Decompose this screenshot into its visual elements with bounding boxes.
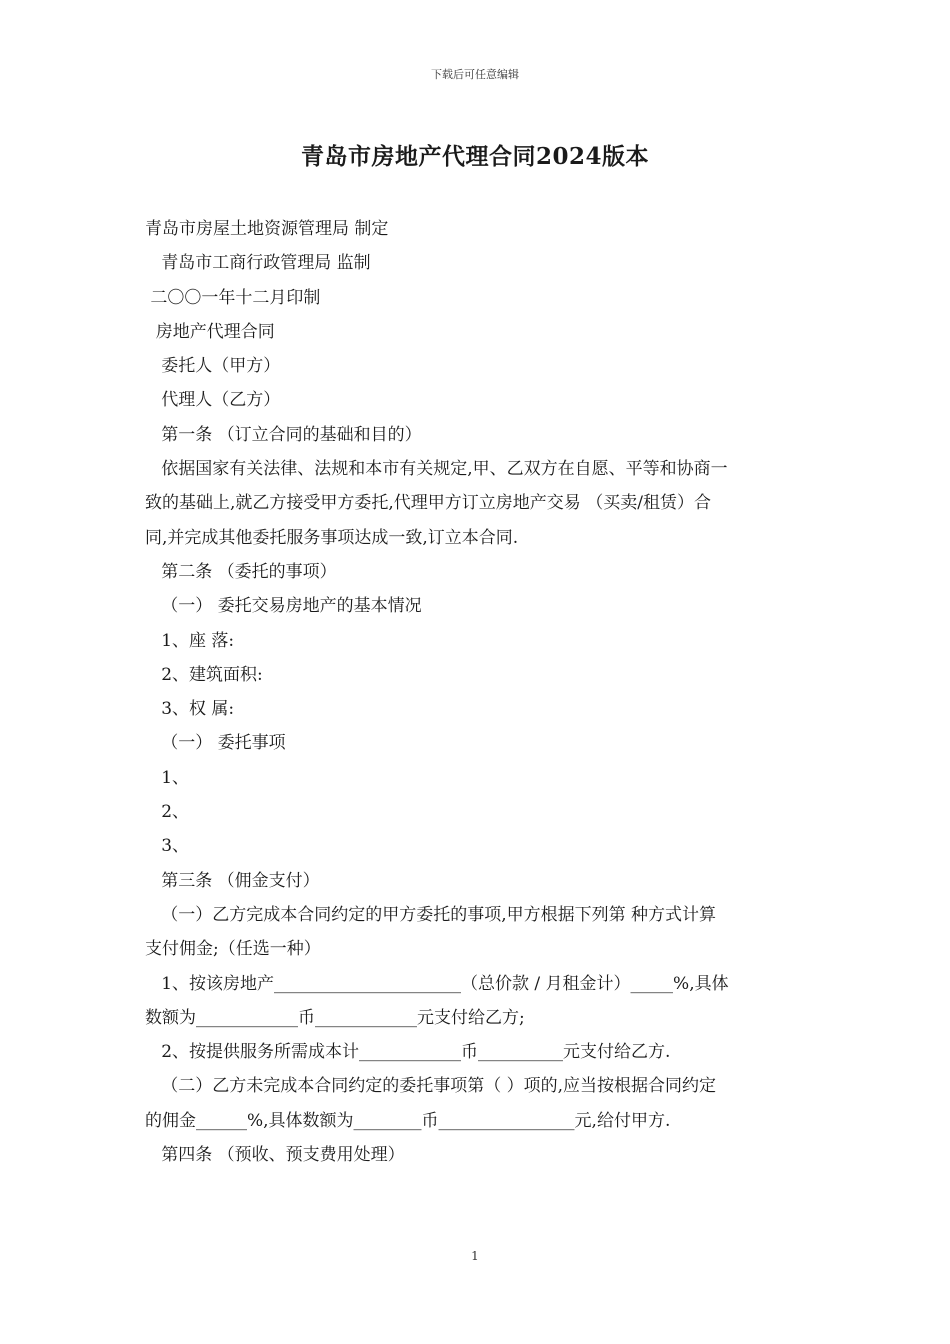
body-line: 第二条 （委托的事项）	[145, 561, 337, 582]
document-title: 青岛市房地产代理合同2024版本	[300, 143, 649, 170]
body-line: 同,并完成其他委托服务事项达成一致,订立本合同.	[145, 527, 519, 548]
page-number: 1	[471, 1249, 479, 1263]
body-line: 青岛市工商行政管理局 监制	[145, 253, 371, 274]
body-line: 二〇〇一年十二月印制	[145, 287, 321, 308]
body-line: 3、	[145, 836, 190, 857]
body-line: 致的基础上,就乙方接受甲方委托,代理甲方订立房地产交易 （买卖/租赁）合	[145, 493, 711, 514]
body-line: 3、权 属:	[145, 699, 235, 720]
body-line: 依据国家有关法律、法规和本市有关规定,甲、乙双方在自愿、平等和协商一	[145, 459, 728, 480]
body-line: 代理人（乙方）	[145, 390, 281, 411]
body-line: 1、座 落:	[145, 630, 235, 651]
body-line: 2、按提供服务所需成本计____________币__________元支付给乙方.	[145, 1042, 671, 1063]
body-line: 第一条 （订立合同的基础和目的）	[145, 424, 422, 445]
body-line: （一）乙方完成本合同约定的甲方委托的事项,甲方根据下列第 种方式计算	[145, 904, 717, 925]
body-line: 青岛市房屋土地资源管理局 制定	[145, 219, 389, 239]
body-line: 2、建筑面积:	[145, 664, 263, 685]
body-line: 支付佣金;（任选一种）	[145, 939, 321, 960]
body-line: 委托人（甲方）	[145, 356, 281, 377]
body-line: 1、	[145, 767, 190, 788]
body-line: 2、	[145, 802, 190, 823]
body-line: 1、按该房地产______________________（总价款 / 月租金计）_____%,具体	[145, 973, 729, 994]
body-line: 数额为____________币____________元支付给乙方;	[145, 1007, 525, 1028]
body-line: 第四条 （预收、预支费用处理）	[145, 1145, 405, 1166]
header-note: 下载后可任意编辑	[431, 68, 519, 81]
body-line: （一） 委托交易房地产的基本情况	[145, 596, 422, 617]
body-line: 第三条 （佣金支付）	[145, 870, 320, 891]
body-line: （二）乙方未完成本合同约定的委托事项第（ ）项的,应当按根据合同约定	[145, 1076, 717, 1097]
body-line: 的佣金______%,具体数额为________币________________元,给付甲方.	[145, 1110, 671, 1131]
body-line: （一） 委托事项	[145, 733, 286, 754]
document-body	[145, 212, 810, 1172]
body-line: 房地产代理合同	[145, 321, 275, 342]
